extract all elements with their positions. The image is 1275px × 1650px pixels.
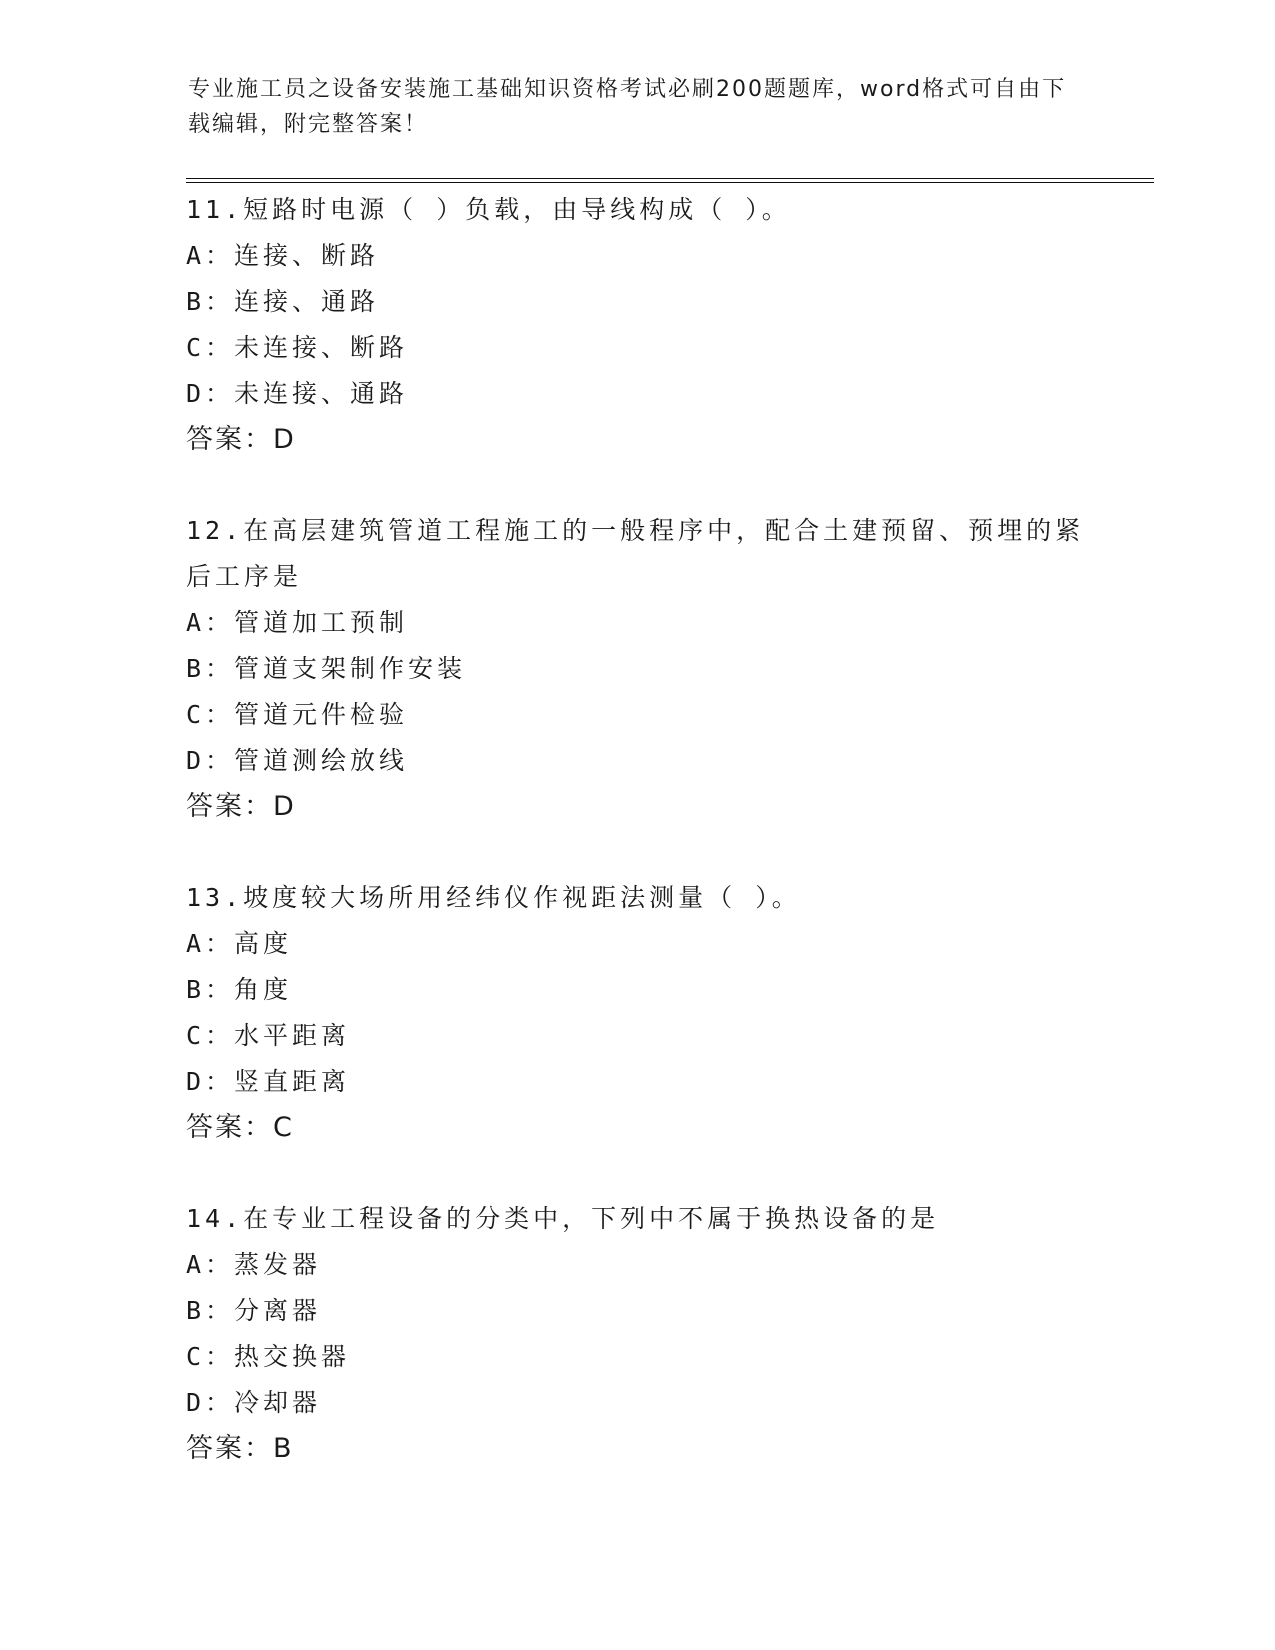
- document-header: 专业施工员之设备安装施工基础知识资格考试必刷200题题库，word格式可自由下载编辑，附完整答案！: [188, 77, 1067, 137]
- question-11: [186, 187, 1086, 463]
- option-a: A：蒸发器: [186, 1250, 322, 1279]
- option-c: C：未连接、断路: [186, 333, 409, 362]
- option-a: A：管道加工预制: [186, 608, 409, 637]
- option-b: B：分离器: [186, 1296, 322, 1325]
- option-b: B：管道支架制作安装: [186, 654, 467, 683]
- option-c: C：管道元件检验: [186, 700, 409, 729]
- option-d: D：冷却器: [186, 1388, 322, 1417]
- answer-value: B: [273, 1433, 293, 1464]
- option-b: B：角度: [186, 975, 293, 1004]
- question-stem: 11.短路时电源（ ）负载，由导线构成（ ）。: [186, 195, 791, 224]
- answer-line: [186, 1426, 1086, 1472]
- question-stem: 13.坡度较大场所用经纬仪作视距法测量（ ）。: [186, 883, 801, 912]
- question-stem: 12.在高层建筑管道工程施工的一般程序中，配合土建预留、预埋的紧后工序是: [186, 516, 1085, 591]
- answer-label: 答案：: [186, 1112, 273, 1143]
- answer-line: [186, 784, 1086, 830]
- answer-label: 答案：: [186, 1433, 273, 1464]
- question-13: [186, 875, 1086, 1151]
- answer-line: [186, 417, 1086, 463]
- question-12: [186, 508, 1086, 830]
- answer-label: 答案：: [186, 424, 273, 455]
- question-stem: 14.在专业工程设备的分类中，下列中不属于换热设备的是: [186, 1204, 940, 1233]
- option-d: D：未连接、通路: [186, 379, 409, 408]
- option-d: D：管道测绘放线: [186, 746, 409, 775]
- answer-value: D: [273, 424, 295, 455]
- option-a: A：连接、断路: [186, 241, 380, 270]
- answer-label: 答案：: [186, 791, 273, 822]
- question-list: [186, 187, 1086, 1517]
- question-14: [186, 1196, 1086, 1472]
- option-a: A：高度: [186, 929, 293, 958]
- answer-value: D: [273, 791, 295, 822]
- option-c: C：水平距离: [186, 1021, 351, 1050]
- option-b: B：连接、通路: [186, 287, 380, 316]
- option-d: D：竖直距离: [186, 1067, 351, 1096]
- answer-value: C: [273, 1112, 293, 1143]
- option-c: C：热交换器: [186, 1342, 351, 1371]
- answer-line: [186, 1105, 1086, 1151]
- header-double-rule: [186, 178, 1154, 183]
